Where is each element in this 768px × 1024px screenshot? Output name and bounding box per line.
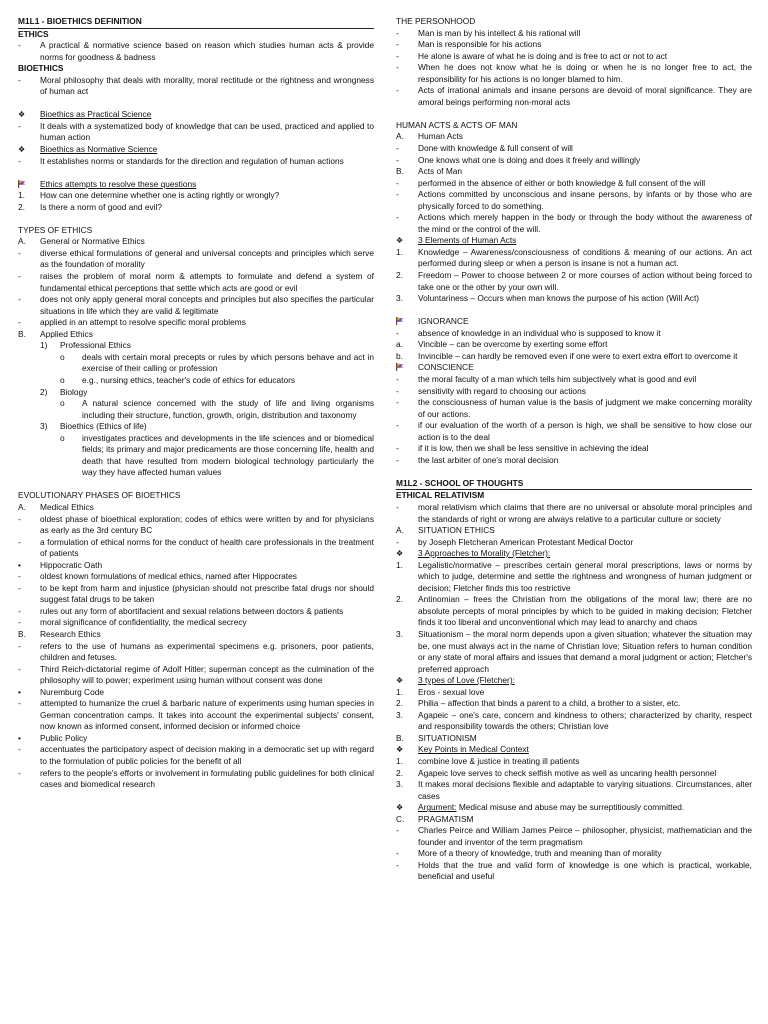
list-item bbox=[396, 270, 752, 293]
list-item bbox=[18, 294, 374, 317]
list-item-text: oldest known formulations of medical ethics, named after Hippocrates bbox=[40, 571, 297, 582]
section-title-human-acts-acts-of-man: HUMAN ACTS & ACTS OF MAN bbox=[396, 119, 518, 130]
list-item bbox=[18, 156, 374, 168]
list-item bbox=[396, 85, 752, 108]
diamond-bullet-icon: ❖ bbox=[396, 803, 404, 813]
list-marker: 1. bbox=[396, 559, 403, 570]
list-item-text: combine love & justice in treating ill patients bbox=[418, 756, 580, 766]
list-item-text: Third Reich-dictatorial regime of Adolf Hitler; superman concept as the culmination of the philosophy will to power; experiment using human without consent was done bbox=[40, 663, 374, 686]
list-item-text: Acts of irrational animals and insane persons are devoid of moral significance. They are amoral beings performing non-moral acts bbox=[418, 85, 752, 107]
flag-bullet bbox=[396, 316, 418, 328]
list-marker: - bbox=[396, 27, 399, 38]
list-marker: - bbox=[18, 513, 21, 524]
list-item-text: Applied Ethics bbox=[40, 328, 93, 339]
list-item-text: Nuremburg Code bbox=[40, 686, 104, 697]
list-item bbox=[18, 733, 374, 745]
heading-ethics: ETHICS bbox=[18, 28, 49, 39]
list-item-text: Bioethics as Normative Science bbox=[40, 144, 158, 155]
list-item-text: by Joseph Fletcheran American Protestant Medical Doctor bbox=[418, 536, 634, 547]
flag-icon bbox=[396, 363, 404, 371]
list-item bbox=[396, 455, 752, 467]
list-item-text: A practical & normative science based on reason which studies human acts & provide norms for goodness & badness bbox=[40, 40, 374, 62]
list-marker: - bbox=[18, 317, 21, 328]
list-item-text: Public Policy bbox=[40, 732, 88, 743]
list-item bbox=[396, 848, 752, 860]
list-item bbox=[396, 420, 752, 443]
list-marker: - bbox=[396, 143, 399, 154]
list-marker: - bbox=[396, 212, 399, 223]
list-item-text: Is there a norm of good and evil? bbox=[40, 201, 162, 212]
list-item-text: a formulation of ethical norms for the conduct of health care professionals in the treatment of patients bbox=[40, 536, 374, 559]
flag-bullet bbox=[396, 362, 418, 374]
list-item-text: applied in an attempt to resolve specific moral problems bbox=[40, 317, 246, 328]
list-item bbox=[396, 779, 752, 802]
list-item-text: performed in the absence of either or both knowledge & full consent of the will bbox=[418, 177, 706, 188]
list-item bbox=[396, 687, 752, 699]
list-marker: - bbox=[18, 74, 21, 85]
list-item-text: refers to the use of humans as experimental specimens e.g. prisoners, poor patients, children and fetuses. bbox=[40, 640, 374, 663]
list-marker: 3. bbox=[396, 709, 403, 720]
list-item-text: Vincible – can be overcome by exerting some effort bbox=[418, 339, 608, 350]
list-item-text: sensitivity with regard to choosing our actions bbox=[418, 385, 586, 396]
list-item bbox=[18, 40, 374, 63]
heading-ethical-relativism: ETHICAL RELATIVISM bbox=[396, 490, 485, 501]
list-marker: - bbox=[18, 767, 21, 778]
diamond-bullet-icon: ❖ bbox=[18, 110, 26, 120]
list-item-text: does not only apply general moral concepts and principles but also specifies the particular situations in life which they are valid & legitimate bbox=[40, 294, 374, 316]
list-item-text: Key Points in Medical Context bbox=[418, 744, 529, 755]
list-item bbox=[396, 675, 752, 687]
diamond-bullet-icon: ❖ bbox=[18, 145, 26, 155]
list-item bbox=[18, 144, 374, 156]
list-item bbox=[396, 178, 752, 190]
list-item-text: raises the problem of moral norm & attempts to formulate and defend a system of fundamental ethical perceptions that settle which acts are good or evil bbox=[40, 271, 374, 293]
spacer bbox=[396, 466, 752, 478]
section-title-evolutionary-phases-of-bioethics: EVOLUTIONARY PHASES OF BIOETHICS bbox=[18, 490, 181, 501]
list-item bbox=[396, 293, 752, 305]
list-marker: - bbox=[396, 859, 399, 870]
list-item bbox=[396, 397, 752, 420]
list-item-text: SITUATION ETHICS bbox=[418, 525, 495, 536]
list-marker: - bbox=[396, 536, 399, 547]
flag-bullet bbox=[18, 179, 40, 191]
list-item bbox=[18, 248, 374, 271]
list-item-text: It deals with a systematized body of knowledge that can be used, practiced and applied to human action bbox=[40, 120, 374, 143]
list-marker: - bbox=[18, 536, 21, 547]
list-item-text: He alone is aware of what he is doing and is free to act or not to act bbox=[418, 50, 668, 61]
list-item bbox=[396, 339, 752, 351]
list-item-text: Ethics attempts to resolve these questions bbox=[40, 178, 197, 189]
spacer bbox=[396, 305, 752, 317]
list-marker: - bbox=[18, 663, 21, 674]
list-item bbox=[18, 502, 374, 514]
diamond-bullet-icon: ❖ bbox=[396, 745, 404, 755]
list-item bbox=[396, 51, 752, 63]
list-item-text: the moral faculty of a man which tells him subjectively what is good and evil bbox=[418, 373, 697, 384]
list-marker: - bbox=[396, 50, 399, 61]
list-marker: - bbox=[18, 744, 21, 755]
list-item bbox=[396, 189, 752, 212]
list-item-text: Human Acts bbox=[418, 131, 463, 142]
list-item-text: A natural science concerned with the study of life and living organisms including their structure, function, growth, origin, distribution and taxonomy bbox=[82, 398, 374, 420]
list-item-text: Actions which merely happen in the body or through the body without the awareness of the mind or the control of the will. bbox=[418, 212, 752, 234]
list-item bbox=[18, 421, 374, 433]
list-item bbox=[396, 28, 752, 40]
list-marker: B. bbox=[18, 628, 26, 639]
list-marker: - bbox=[396, 848, 399, 859]
list-item-text: attempted to humanize the cruel & barbaric nature of experiments using human species in German concentration camps. It takes into account the experimental subjects' consent, now known as informed consent, informed decision or informed choice bbox=[40, 698, 374, 732]
list-marker: 2. bbox=[396, 698, 403, 709]
list-item bbox=[18, 121, 374, 144]
list-item bbox=[18, 271, 374, 294]
list-marker: • bbox=[18, 559, 21, 570]
list-item bbox=[396, 768, 752, 780]
list-marker: o bbox=[60, 398, 65, 409]
list-marker: - bbox=[396, 454, 399, 465]
list-item-text: Biology bbox=[60, 386, 88, 397]
list-item-text: Agapeic – one's care, concern and kindness to others; characterized by charity, respect and responsibility towards the others; Christian love bbox=[418, 709, 752, 732]
list-item-text: Man is responsible for his actions bbox=[418, 39, 542, 50]
list-item bbox=[18, 641, 374, 664]
list-item bbox=[396, 825, 752, 848]
list-item-text: Eros - sexual love bbox=[418, 686, 485, 697]
list-marker: - bbox=[18, 617, 21, 628]
list-marker: B. bbox=[396, 166, 404, 177]
list-marker: 2. bbox=[396, 594, 403, 605]
list-item bbox=[396, 155, 752, 167]
list-item-text: absence of knowledge in an individual who is supposed to know it bbox=[418, 327, 661, 338]
list-item bbox=[396, 756, 752, 768]
list-marker: - bbox=[18, 155, 21, 166]
list-item bbox=[18, 190, 374, 202]
list-marker: 3) bbox=[40, 421, 48, 432]
list-marker: 2. bbox=[396, 767, 403, 778]
list-item bbox=[18, 387, 374, 399]
list-marker: - bbox=[396, 177, 399, 188]
list-marker: o bbox=[60, 432, 65, 443]
list-item-text: to be kept from harm and injustice (physician should not prescribe fatal drugs nor should suggest fatal drugs to be taken bbox=[40, 582, 374, 605]
spacer bbox=[18, 98, 374, 110]
list-item-text: Research Ethics bbox=[40, 628, 101, 639]
list-item bbox=[18, 617, 374, 629]
list-marker: - bbox=[396, 327, 399, 338]
list-item bbox=[396, 235, 752, 247]
list-marker: - bbox=[396, 420, 399, 431]
list-item-text: Acts of Man bbox=[418, 166, 463, 177]
list-marker: - bbox=[396, 373, 399, 384]
list-item bbox=[396, 386, 752, 398]
list-item-text: if our evaluation of the worth of a person is high, we shall be sensitive to how close our action is to the deal bbox=[418, 420, 752, 442]
list-marker: - bbox=[396, 85, 399, 96]
list-item bbox=[18, 629, 374, 641]
list-item-text: 3 types of Love (Fletcher): bbox=[418, 675, 515, 686]
list-item bbox=[18, 317, 374, 329]
list-marker: 3. bbox=[396, 628, 403, 639]
list-item-text: Antinomian – frees the Christian from the obligations of the moral law; there are no absolute percepts of moral principles by which to be guided in making decision; Fletcher finds it too liberal and unconventional which may lead to anarchy and chaos bbox=[418, 594, 752, 628]
list-item bbox=[396, 39, 752, 51]
list-item-text: Charles Peirce and William James Peirce – philosopher, physicist, mathematician and the founder and inventor of the term pragmatism bbox=[418, 825, 752, 847]
list-item bbox=[18, 75, 374, 98]
list-item-text: oldest phase of bioethical exploration; codes of ethics were written by and for physicians as early as the 3rd century BC bbox=[40, 513, 374, 536]
list-marker: B. bbox=[396, 732, 404, 743]
list-item bbox=[396, 443, 752, 455]
list-item bbox=[18, 571, 374, 583]
list-marker: - bbox=[18, 571, 21, 582]
list-item-text: CONSCIENCE bbox=[418, 362, 474, 373]
list-marker: 1. bbox=[396, 756, 403, 766]
list-item-text: the consciousness of human value is the basis of judgment we make concerning morality of our actions. bbox=[418, 397, 752, 419]
list-item bbox=[396, 362, 752, 374]
list-marker: - bbox=[18, 247, 21, 258]
list-marker: 1. bbox=[396, 246, 403, 257]
list-item bbox=[396, 131, 752, 143]
list-item bbox=[18, 352, 374, 375]
list-item-text: 3 Elements of Human Acts bbox=[418, 235, 517, 246]
list-marker: 2. bbox=[18, 201, 25, 212]
list-marker: 1. bbox=[18, 190, 25, 201]
list-item-text: Moral philosophy that deals with morality, moral rectitude or the rightness and wrongness of human act bbox=[40, 74, 374, 97]
list-item-text: SITUATIONISM bbox=[418, 732, 477, 743]
list-marker: - bbox=[18, 294, 21, 305]
list-marker: • bbox=[18, 732, 21, 743]
list-item-text: Bioethics as Practical Science bbox=[40, 109, 152, 120]
list-item bbox=[18, 583, 374, 606]
list-marker: - bbox=[396, 501, 399, 512]
list-item-text: Done with knowledge & full consent of will bbox=[418, 143, 573, 154]
list-item-text: Argument: Medical misuse and abuse may be surreptitiously committed. bbox=[418, 802, 685, 813]
list-item-text: Bioethics (Ethics of life) bbox=[60, 421, 147, 432]
list-marker: A. bbox=[18, 236, 26, 247]
list-marker: - bbox=[18, 40, 21, 51]
list-item-text: deals with certain moral precepts or rules by which persons behave and act in exercise of their calling or profession bbox=[82, 351, 374, 374]
list-item bbox=[18, 514, 374, 537]
list-item-text: Invincible – can hardly be removed even if one were to exert extra effort to overcome it bbox=[418, 350, 738, 361]
list-marker: 3. bbox=[396, 779, 403, 790]
list-marker: - bbox=[396, 39, 399, 50]
list-item bbox=[396, 560, 752, 595]
list-marker: - bbox=[396, 397, 399, 408]
list-item-text: refers to the people's efforts or involvement in formulating public guidelines for both clinical cases and biomedical research bbox=[40, 767, 374, 790]
right-column bbox=[396, 16, 752, 1024]
list-marker: A. bbox=[18, 501, 26, 512]
list-item-text: Agapeic love serves to check selfish motive as well as uncaring health personnel bbox=[418, 767, 717, 778]
list-item-text: investigates practices and developments in the life sciences and or biomedical fields; its primary and major predicaments are those concerning life, health and death that have resulted from modern biological technology particularly the way they have affected human values bbox=[82, 432, 374, 478]
list-marker: B. bbox=[18, 328, 26, 339]
list-item-text: It establishes norms or standards for the direction and regulation of human actions bbox=[40, 155, 344, 166]
list-item-text: if it is low, then we shall be less sensitive in achieving the ideal bbox=[418, 443, 649, 454]
list-item-text: General or Normative Ethics bbox=[40, 236, 145, 247]
list-item-text: moral relativism which claims that there are no universal or absolute moral principles and the standards of right or wrong are always relative to a particular culture or society bbox=[418, 501, 752, 524]
list-marker: - bbox=[18, 582, 21, 593]
list-item-text: Philia – affection that binds a parent to a child, a brother to a sister, etc. bbox=[418, 698, 681, 709]
list-marker: - bbox=[18, 120, 21, 131]
list-marker: - bbox=[396, 189, 399, 200]
list-item-text: rules out any form of abortifacient and sexual relations between doctors & patients bbox=[40, 605, 344, 616]
list-item bbox=[396, 814, 752, 826]
section-title-types-of-ethics: TYPES OF ETHICS bbox=[18, 224, 93, 235]
list-marker: - bbox=[18, 698, 21, 709]
list-marker: o bbox=[60, 374, 65, 385]
list-item-text: Situationism – the moral norm depends upon a given situation; whatever the situation may be, one must always act in the name of Christian love; Situation refers to human condition or any state of moral affairs and issues that demand a moral judgment or action; Fletcher's preferred approach bbox=[418, 628, 752, 674]
spacer bbox=[18, 479, 374, 491]
left-column bbox=[18, 16, 374, 1024]
list-item bbox=[396, 247, 752, 270]
list-marker: 2. bbox=[396, 270, 403, 281]
list-item bbox=[18, 537, 374, 560]
list-item-text: Hippocratic Oath bbox=[40, 559, 103, 570]
list-item bbox=[396, 594, 752, 629]
list-item-text: the last arbiter of one's moral decision bbox=[418, 454, 559, 465]
list-item-text: Professional Ethics bbox=[60, 340, 131, 351]
spacer bbox=[18, 213, 374, 225]
list-item bbox=[18, 687, 374, 699]
list-item bbox=[18, 329, 374, 341]
list-item bbox=[396, 710, 752, 733]
list-marker: o bbox=[60, 351, 65, 362]
heading-bioethics: BIOETHICS bbox=[18, 63, 64, 74]
heading-m1l1-bioethics-definition: M1L1 - BIOETHICS DEFINITION bbox=[18, 16, 374, 29]
list-item bbox=[396, 698, 752, 710]
list-item bbox=[18, 606, 374, 618]
list-marker: 3. bbox=[396, 293, 403, 304]
list-item bbox=[396, 143, 752, 155]
list-item bbox=[18, 202, 374, 214]
list-item-text: 3 Approaches to Morality (Fletcher): bbox=[418, 548, 551, 559]
spacer bbox=[396, 108, 752, 120]
list-marker: - bbox=[18, 640, 21, 651]
list-item-text: Voluntariness – Occurs when man knows the purpose of his action (Will Act) bbox=[418, 293, 700, 304]
list-item bbox=[18, 398, 374, 421]
list-item bbox=[396, 525, 752, 537]
list-item bbox=[396, 374, 752, 386]
list-item bbox=[396, 537, 752, 549]
list-item-text: Freedom – Power to choose between 2 or more courses of action without being forced to take one or the other by your own will. bbox=[418, 270, 752, 292]
diamond-bullet-icon: ❖ bbox=[396, 236, 404, 246]
list-item bbox=[18, 664, 374, 687]
list-item-text: It makes moral decisions flexible and adaptable to varying situations. Circumstances, alter cases bbox=[418, 779, 752, 801]
list-marker: - bbox=[396, 385, 399, 396]
list-marker: A. bbox=[396, 525, 404, 536]
list-item-text: Medical Ethics bbox=[40, 501, 94, 512]
list-item bbox=[396, 212, 752, 235]
list-item-text: Man is man by his intellect & his rational will bbox=[418, 27, 581, 38]
list-item bbox=[18, 560, 374, 572]
flag-icon bbox=[396, 317, 404, 325]
heading-m1l2-school-of-thoughts: M1L2 - SCHOOL OF THOUGHTS bbox=[396, 478, 752, 491]
list-item bbox=[396, 62, 752, 85]
list-item bbox=[18, 236, 374, 248]
list-item-text: Holds that the true and valid form of knowledge is one which is practical, workable, beneficial and useful bbox=[418, 859, 752, 882]
list-marker: 2) bbox=[40, 386, 48, 397]
list-item bbox=[18, 433, 374, 479]
diamond-bullet-icon: ❖ bbox=[396, 676, 404, 686]
list-marker: 1. bbox=[396, 686, 403, 697]
list-marker: - bbox=[396, 62, 399, 73]
list-item-text: PRAGMATISM bbox=[418, 813, 474, 824]
list-item-text: diverse ethical formulations of general and universal concepts and principles which serve as the foundation of morality bbox=[40, 247, 374, 270]
list-item bbox=[396, 328, 752, 340]
list-item-text: Knowledge – Awareness/consciousness of conditions & meaning of our actions. An act performed during sleep or when a person is insane is not a human act. bbox=[418, 246, 752, 269]
list-marker: - bbox=[18, 605, 21, 616]
list-marker: C. bbox=[396, 813, 405, 824]
list-item bbox=[396, 316, 752, 328]
list-item bbox=[396, 502, 752, 525]
list-item bbox=[396, 733, 752, 745]
list-item-text: More of a theory of knowledge, truth and meaning than of morality bbox=[418, 848, 662, 859]
list-item bbox=[396, 548, 752, 560]
list-item bbox=[18, 340, 374, 352]
list-item bbox=[18, 375, 374, 387]
list-item-text: One knows what one is doing and does it freely and willingly bbox=[418, 154, 641, 165]
list-item-text: moral significance of confidentiality, the medical secrecy bbox=[40, 617, 247, 628]
list-marker: - bbox=[396, 825, 399, 836]
list-item bbox=[18, 109, 374, 121]
list-item bbox=[396, 744, 752, 756]
list-item bbox=[18, 698, 374, 733]
list-marker: - bbox=[396, 154, 399, 165]
list-item-text: accentuates the participatory aspect of decision making in a democratic set up with regard to the formulation of public policies for the benefit of all bbox=[40, 744, 374, 766]
list-item-text: IGNORANCE bbox=[418, 316, 469, 327]
list-marker: b. bbox=[396, 350, 403, 361]
list-item bbox=[18, 744, 374, 767]
list-item bbox=[396, 860, 752, 883]
list-item-text: Actions committed by unconscious and insane persons, by infants or by those who are physically forced to do something. bbox=[418, 189, 752, 211]
list-item bbox=[18, 768, 374, 791]
list-item-text: How can one determine whether one is acting rightly or wrongly? bbox=[40, 190, 280, 201]
spacer bbox=[18, 167, 374, 179]
section-title-the-personhood: THE PERSONHOOD bbox=[396, 16, 476, 26]
list-item-text: When he does not know what he is doing or when he is no longer free to act, the responsibility for his actions is no longer blamed to him. bbox=[418, 62, 752, 84]
list-marker: A. bbox=[396, 131, 404, 142]
list-item bbox=[396, 802, 752, 814]
list-item-text: Legalistic/normative – prescribes certain general moral prescriptions, laws or norms by which to judge, determine and settle the rightness and wrongness of human judgment or decision; Fletcher finds this too restrictive bbox=[418, 559, 752, 593]
list-marker: a. bbox=[396, 339, 403, 350]
list-marker: • bbox=[18, 686, 21, 697]
list-marker: - bbox=[18, 271, 21, 282]
list-item bbox=[396, 629, 752, 675]
flag-icon bbox=[18, 180, 26, 188]
diamond-bullet-icon: ❖ bbox=[396, 549, 404, 559]
list-marker: 1) bbox=[40, 340, 48, 351]
list-item bbox=[396, 166, 752, 178]
list-item bbox=[18, 179, 374, 191]
list-item bbox=[396, 351, 752, 363]
list-marker: - bbox=[396, 443, 399, 454]
list-item-text: e.g., nursing ethics, teacher's code of ethics for educators bbox=[82, 374, 296, 385]
